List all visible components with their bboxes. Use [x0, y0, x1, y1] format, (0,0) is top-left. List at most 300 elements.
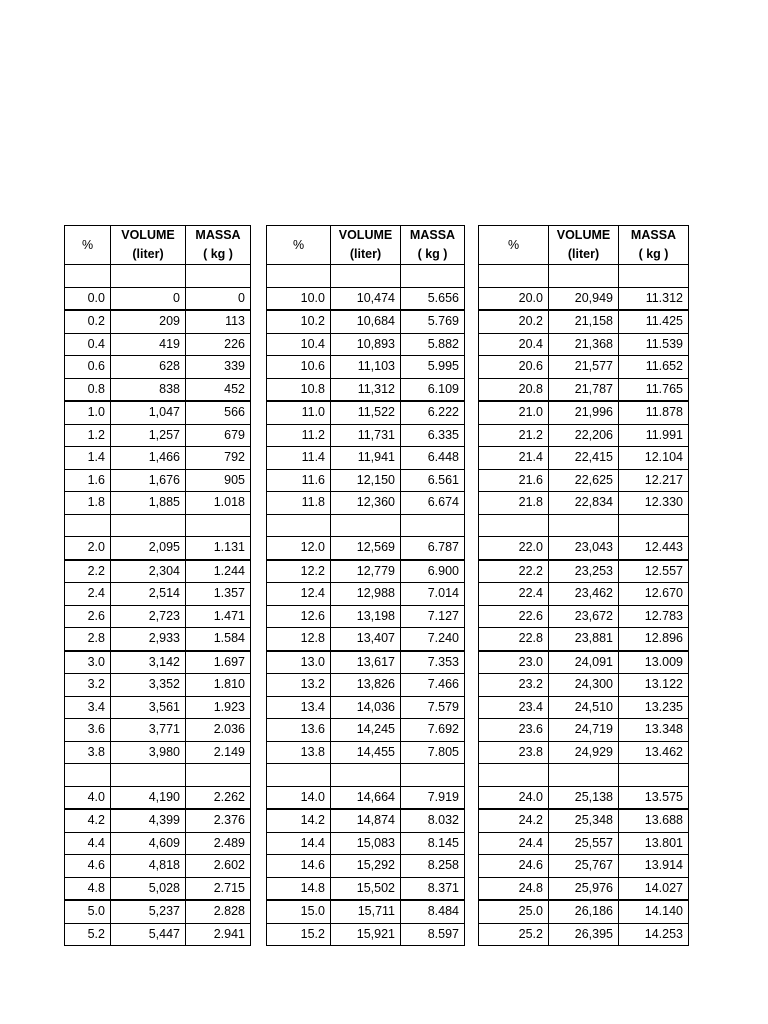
header-volume	[549, 226, 619, 265]
massa-cell: 8.145	[401, 832, 465, 855]
massa-cell: 2.376	[186, 809, 251, 832]
massa-cell: 5.882	[401, 333, 465, 356]
blank-cell	[111, 514, 186, 537]
massa-cell: 7.692	[401, 719, 465, 742]
percent-cell: 10.0	[267, 287, 331, 310]
table-row	[65, 492, 251, 515]
header-percent: %	[267, 226, 331, 265]
volume-cell: 13,826	[331, 674, 401, 697]
percent-cell: 23.4	[479, 696, 549, 719]
massa-cell: 452	[186, 378, 251, 401]
volume-cell: 10,474	[331, 287, 401, 310]
volume-cell: 21,158	[549, 310, 619, 333]
massa-cell: 1.810	[186, 674, 251, 697]
massa-cell: 1.131	[186, 537, 251, 560]
massa-cell: 14.140	[619, 900, 689, 923]
massa-cell: 13.462	[619, 741, 689, 764]
massa-cell: 1.357	[186, 583, 251, 606]
volume-cell: 1,047	[111, 401, 186, 424]
volume-cell: 3,352	[111, 674, 186, 697]
table-row	[65, 832, 251, 855]
percent-cell: 14.2	[267, 809, 331, 832]
volume-cell: 21,996	[549, 401, 619, 424]
percent-cell: 3.4	[65, 696, 111, 719]
percent-cell: 1.0	[65, 401, 111, 424]
massa-cell: 13.348	[619, 719, 689, 742]
percent-cell: 11.4	[267, 447, 331, 470]
percent-cell: 4.2	[65, 809, 111, 832]
header-massa	[186, 226, 251, 265]
volume-cell: 11,522	[331, 401, 401, 424]
volume-cell: 23,462	[549, 583, 619, 606]
volume-cell: 24,929	[549, 741, 619, 764]
blank-cell	[549, 265, 619, 288]
volume-cell: 12,988	[331, 583, 401, 606]
percent-cell: 0.2	[65, 310, 111, 333]
percent-cell: 13.4	[267, 696, 331, 719]
table-row	[479, 492, 689, 515]
percent-cell: 21.4	[479, 447, 549, 470]
volume-cell: 1,257	[111, 424, 186, 447]
table-row	[65, 900, 251, 923]
percent-cell: 22.0	[479, 537, 549, 560]
volume-cell: 14,664	[331, 786, 401, 809]
percent-cell: 20.6	[479, 356, 549, 379]
header-row	[479, 226, 689, 265]
table-row	[267, 855, 465, 878]
percent-cell: 21.6	[479, 469, 549, 492]
massa-cell: 13.235	[619, 696, 689, 719]
percent-cell: 23.6	[479, 719, 549, 742]
table-row	[479, 560, 689, 583]
header-massa-unit: ( kg )	[203, 247, 233, 261]
table-row	[65, 333, 251, 356]
volume-cell: 23,253	[549, 560, 619, 583]
percent-cell: 5.0	[65, 900, 111, 923]
header-volume-unit: (liter)	[132, 247, 164, 261]
blank-cell	[267, 514, 331, 537]
table-row	[65, 855, 251, 878]
volume-cell: 2,304	[111, 560, 186, 583]
table-row	[267, 900, 465, 923]
massa-cell: 13.801	[619, 832, 689, 855]
massa-cell: 1.923	[186, 696, 251, 719]
table-row	[267, 287, 465, 310]
volume-cell: 11,731	[331, 424, 401, 447]
massa-cell: 11.991	[619, 424, 689, 447]
massa-cell: 6.900	[401, 560, 465, 583]
massa-cell: 2.262	[186, 786, 251, 809]
percent-cell: 21.8	[479, 492, 549, 515]
volume-cell: 4,818	[111, 855, 186, 878]
massa-cell: 13.009	[619, 651, 689, 674]
percent-cell: 23.0	[479, 651, 549, 674]
volume-cell: 23,043	[549, 537, 619, 560]
percent-cell: 4.8	[65, 877, 111, 900]
massa-cell: 5.995	[401, 356, 465, 379]
percent-cell: 4.0	[65, 786, 111, 809]
blank-cell	[619, 265, 689, 288]
percent-cell: 0.4	[65, 333, 111, 356]
percent-cell: 23.2	[479, 674, 549, 697]
table-row	[479, 356, 689, 379]
volume-cell: 4,399	[111, 809, 186, 832]
massa-cell: 6.674	[401, 492, 465, 515]
massa-cell: 13.914	[619, 855, 689, 878]
table-row	[267, 696, 465, 719]
percent-cell: 24.8	[479, 877, 549, 900]
table-row	[479, 651, 689, 674]
massa-cell: 13.688	[619, 809, 689, 832]
table-row	[267, 628, 465, 651]
blank-cell	[65, 514, 111, 537]
blank-cell	[401, 764, 465, 787]
table-row	[65, 741, 251, 764]
volume-cell: 12,779	[331, 560, 401, 583]
percent-cell: 12.0	[267, 537, 331, 560]
table-row	[65, 674, 251, 697]
table-row	[479, 605, 689, 628]
table-row	[267, 923, 465, 946]
percent-cell: 11.6	[267, 469, 331, 492]
volume-cell: 26,186	[549, 900, 619, 923]
massa-cell: 13.122	[619, 674, 689, 697]
volume-cell: 24,719	[549, 719, 619, 742]
massa-cell: 2.715	[186, 877, 251, 900]
massa-cell: 7.805	[401, 741, 465, 764]
table-row	[479, 537, 689, 560]
blank-cell	[619, 764, 689, 787]
volume-cell: 2,933	[111, 628, 186, 651]
percent-cell: 24.0	[479, 786, 549, 809]
table-row	[479, 786, 689, 809]
massa-cell: 792	[186, 447, 251, 470]
massa-cell: 7.579	[401, 696, 465, 719]
volume-table-3	[478, 225, 689, 946]
blank-row	[267, 265, 465, 288]
header-volume	[111, 226, 186, 265]
table-row	[65, 378, 251, 401]
table-row	[267, 809, 465, 832]
percent-cell: 22.4	[479, 583, 549, 606]
percent-cell: 23.8	[479, 741, 549, 764]
massa-cell: 12.330	[619, 492, 689, 515]
percent-cell: 21.2	[479, 424, 549, 447]
volume-cell: 12,360	[331, 492, 401, 515]
table-row	[479, 696, 689, 719]
table-row	[65, 424, 251, 447]
table-row	[267, 401, 465, 424]
table-row	[65, 469, 251, 492]
table-row	[479, 674, 689, 697]
volume-cell: 25,557	[549, 832, 619, 855]
percent-cell: 24.2	[479, 809, 549, 832]
volume-cell: 24,510	[549, 696, 619, 719]
percent-cell: 25.0	[479, 900, 549, 923]
percent-cell: 5.2	[65, 923, 111, 946]
volume-cell: 10,893	[331, 333, 401, 356]
massa-cell: 226	[186, 333, 251, 356]
table-row	[65, 605, 251, 628]
percent-cell: 22.6	[479, 605, 549, 628]
blank-cell	[111, 764, 186, 787]
table-row	[267, 583, 465, 606]
header-massa-label: MASSA	[195, 228, 241, 242]
volume-cell: 23,672	[549, 605, 619, 628]
volume-cell: 15,502	[331, 877, 401, 900]
volume-cell: 2,095	[111, 537, 186, 560]
volume-cell: 12,150	[331, 469, 401, 492]
table-row	[267, 832, 465, 855]
volume-cell: 11,941	[331, 447, 401, 470]
massa-cell: 11.652	[619, 356, 689, 379]
header-volume	[331, 226, 401, 265]
blank-cell	[186, 514, 251, 537]
volume-cell: 25,976	[549, 877, 619, 900]
table-row	[65, 809, 251, 832]
percent-cell: 22.8	[479, 628, 549, 651]
percent-cell: 12.8	[267, 628, 331, 651]
table-row	[479, 469, 689, 492]
massa-cell: 12.670	[619, 583, 689, 606]
table-row	[479, 447, 689, 470]
volume-cell: 5,028	[111, 877, 186, 900]
table-row	[267, 877, 465, 900]
percent-cell: 25.2	[479, 923, 549, 946]
table-row	[267, 378, 465, 401]
blank-cell	[549, 764, 619, 787]
table-row	[267, 786, 465, 809]
percent-cell: 2.4	[65, 583, 111, 606]
blank-row	[267, 764, 465, 787]
volume-cell: 3,142	[111, 651, 186, 674]
volume-cell: 14,036	[331, 696, 401, 719]
volume-table-2	[266, 225, 465, 946]
massa-cell: 8.597	[401, 923, 465, 946]
volume-cell: 22,206	[549, 424, 619, 447]
massa-cell: 679	[186, 424, 251, 447]
table-row	[65, 719, 251, 742]
table-row	[267, 310, 465, 333]
volume-cell: 13,407	[331, 628, 401, 651]
percent-cell: 2.6	[65, 605, 111, 628]
blank-row	[479, 514, 689, 537]
percent-cell: 3.6	[65, 719, 111, 742]
volume-cell: 15,711	[331, 900, 401, 923]
table-row	[65, 560, 251, 583]
massa-cell: 566	[186, 401, 251, 424]
blank-row	[65, 764, 251, 787]
table-row	[267, 492, 465, 515]
blank-cell	[479, 265, 549, 288]
volume-cell: 14,455	[331, 741, 401, 764]
table-row	[479, 583, 689, 606]
header-massa-unit: ( kg )	[638, 247, 669, 261]
massa-cell: 113	[186, 310, 251, 333]
header-percent: %	[65, 226, 111, 265]
massa-cell: 12.896	[619, 628, 689, 651]
blank-row	[65, 265, 251, 288]
percent-cell: 0.6	[65, 356, 111, 379]
massa-cell: 12.443	[619, 537, 689, 560]
percent-cell: 13.0	[267, 651, 331, 674]
table-row	[479, 628, 689, 651]
volume-cell: 24,300	[549, 674, 619, 697]
massa-cell: 6.561	[401, 469, 465, 492]
table-row	[267, 719, 465, 742]
blank-cell	[267, 265, 331, 288]
percent-cell: 10.4	[267, 333, 331, 356]
massa-cell: 7.353	[401, 651, 465, 674]
table-row	[267, 469, 465, 492]
volume-cell: 22,625	[549, 469, 619, 492]
massa-cell: 5.769	[401, 310, 465, 333]
table-row	[479, 310, 689, 333]
massa-cell: 8.484	[401, 900, 465, 923]
volume-cell: 1,676	[111, 469, 186, 492]
massa-cell: 7.466	[401, 674, 465, 697]
percent-cell: 1.6	[65, 469, 111, 492]
volume-cell: 15,921	[331, 923, 401, 946]
table-row	[267, 537, 465, 560]
percent-cell: 0.0	[65, 287, 111, 310]
volume-cell: 1,885	[111, 492, 186, 515]
massa-cell: 14.027	[619, 877, 689, 900]
percent-cell: 14.8	[267, 877, 331, 900]
table-row	[479, 832, 689, 855]
table-row	[267, 605, 465, 628]
percent-cell: 13.6	[267, 719, 331, 742]
percent-cell: 10.6	[267, 356, 331, 379]
header-volume-unit: (liter)	[567, 247, 600, 261]
massa-cell: 2.941	[186, 923, 251, 946]
table-row	[65, 696, 251, 719]
volume-cell: 13,198	[331, 605, 401, 628]
table-row	[267, 333, 465, 356]
massa-cell: 11.539	[619, 333, 689, 356]
massa-cell: 2.602	[186, 855, 251, 878]
volume-cell: 209	[111, 310, 186, 333]
massa-cell: 6.448	[401, 447, 465, 470]
volume-cell: 21,577	[549, 356, 619, 379]
massa-cell: 339	[186, 356, 251, 379]
volume-cell: 2,723	[111, 605, 186, 628]
percent-cell: 2.0	[65, 537, 111, 560]
percent-cell: 20.4	[479, 333, 549, 356]
percent-cell: 0.8	[65, 378, 111, 401]
volume-cell: 3,561	[111, 696, 186, 719]
header-volume-label: VOLUME	[121, 228, 175, 242]
blank-row	[479, 764, 689, 787]
percent-cell: 4.6	[65, 855, 111, 878]
percent-cell: 3.0	[65, 651, 111, 674]
massa-cell: 5.656	[401, 287, 465, 310]
massa-cell: 14.253	[619, 923, 689, 946]
volume-cell: 2,514	[111, 583, 186, 606]
massa-cell: 6.787	[401, 537, 465, 560]
volume-cell: 11,103	[331, 356, 401, 379]
table-row	[479, 287, 689, 310]
header-volume-unit: (liter)	[349, 247, 382, 261]
massa-cell: 2.489	[186, 832, 251, 855]
table-row	[479, 333, 689, 356]
volume-cell: 26,395	[549, 923, 619, 946]
massa-cell: 8.032	[401, 809, 465, 832]
massa-cell: 2.149	[186, 741, 251, 764]
table-row	[479, 923, 689, 946]
volume-cell: 14,874	[331, 809, 401, 832]
table-row	[65, 447, 251, 470]
massa-cell: 6.109	[401, 378, 465, 401]
table-row	[267, 447, 465, 470]
massa-cell: 8.258	[401, 855, 465, 878]
percent-cell: 11.0	[267, 401, 331, 424]
header-row	[65, 226, 251, 265]
percent-cell: 24.4	[479, 832, 549, 855]
volume-cell: 23,881	[549, 628, 619, 651]
volume-cell: 5,447	[111, 923, 186, 946]
massa-cell: 1.018	[186, 492, 251, 515]
percent-cell: 14.0	[267, 786, 331, 809]
volume-cell: 12,569	[331, 537, 401, 560]
volume-cell: 13,617	[331, 651, 401, 674]
percent-cell: 12.2	[267, 560, 331, 583]
massa-cell: 11.312	[619, 287, 689, 310]
blank-cell	[479, 764, 549, 787]
volume-cell: 4,190	[111, 786, 186, 809]
blank-cell	[401, 514, 465, 537]
percent-cell: 20.8	[479, 378, 549, 401]
massa-cell: 12.104	[619, 447, 689, 470]
volume-cell: 838	[111, 378, 186, 401]
table-row	[479, 401, 689, 424]
massa-cell: 11.878	[619, 401, 689, 424]
percent-cell: 2.2	[65, 560, 111, 583]
percent-cell: 21.0	[479, 401, 549, 424]
table-row	[267, 560, 465, 583]
volume-cell: 20,949	[549, 287, 619, 310]
blank-cell	[267, 764, 331, 787]
table-row	[479, 877, 689, 900]
volume-cell: 11,312	[331, 378, 401, 401]
table-row	[65, 923, 251, 946]
table-row	[479, 741, 689, 764]
volume-cell: 628	[111, 356, 186, 379]
table-row	[479, 900, 689, 923]
header-massa-label: MASSA	[409, 228, 456, 242]
percent-cell: 12.4	[267, 583, 331, 606]
volume-cell: 419	[111, 333, 186, 356]
massa-cell: 12.557	[619, 560, 689, 583]
table-row	[65, 651, 251, 674]
blank-cell	[401, 265, 465, 288]
blank-cell	[65, 265, 111, 288]
blank-cell	[65, 764, 111, 787]
percent-cell: 13.8	[267, 741, 331, 764]
volume-cell: 0	[111, 287, 186, 310]
table-row	[267, 651, 465, 674]
massa-cell: 11.425	[619, 310, 689, 333]
massa-cell: 7.127	[401, 605, 465, 628]
table-row	[65, 877, 251, 900]
header-volume-label: VOLUME	[556, 228, 611, 242]
volume-cell: 15,292	[331, 855, 401, 878]
blank-cell	[331, 514, 401, 537]
percent-cell: 20.0	[479, 287, 549, 310]
blank-cell	[549, 514, 619, 537]
percent-cell: 3.8	[65, 741, 111, 764]
percent-cell: 14.4	[267, 832, 331, 855]
